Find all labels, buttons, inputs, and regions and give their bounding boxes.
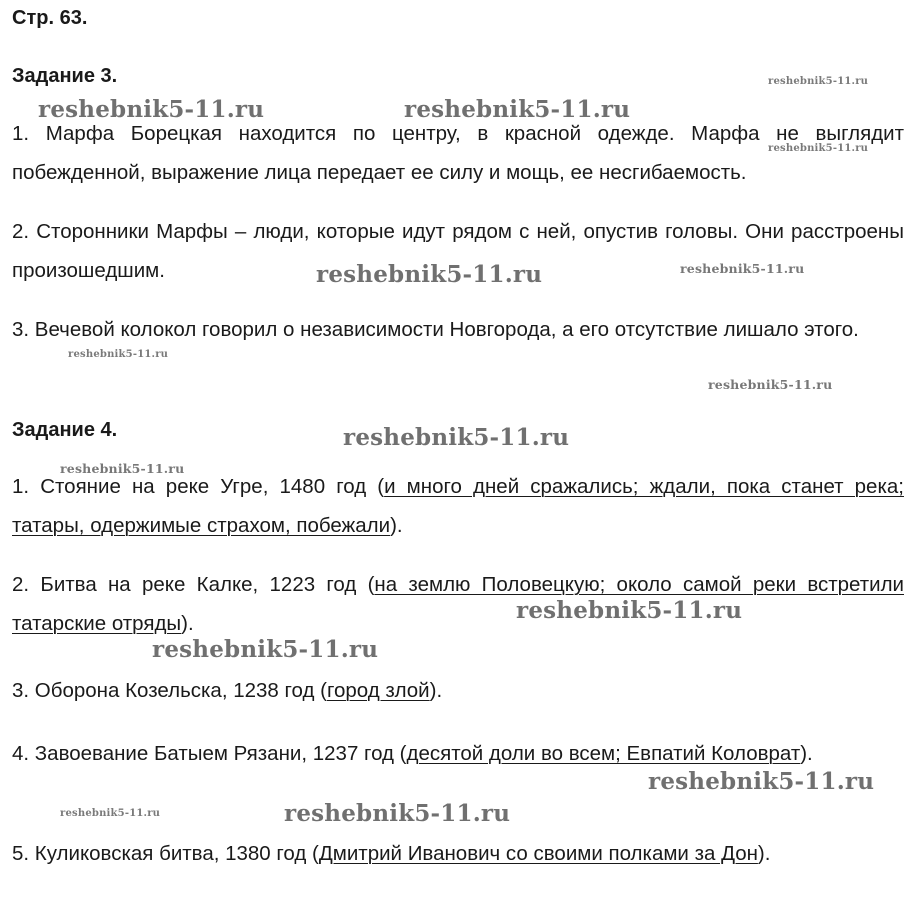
task4-item-1-prefix: 1. Стояние на реке Угре, 1480 год ( bbox=[12, 475, 385, 498]
watermark-stamp: reshebnik5-11.ru bbox=[284, 800, 511, 827]
task4-item-3-suffix: ). bbox=[429, 679, 443, 702]
watermark-stamp: reshebnik5-11.ru bbox=[60, 808, 161, 819]
watermark-stamp: reshebnik5-11.ru bbox=[152, 636, 379, 663]
task4-item-2-quote: на землю Половецкую; около самой реки встретили татарские отряды bbox=[12, 573, 904, 635]
watermark-stamp: reshebnik5-11.ru bbox=[708, 377, 833, 392]
task4-item-5-prefix: 5. Куликовская битва, 1380 год ( bbox=[12, 842, 319, 865]
task3-item-2: 2. Сторонники Марфы – люди, которые идут рядом с ней, опустив головы. Они расстроены произошедшим. bbox=[12, 220, 904, 282]
task4-item-3 bbox=[12, 671, 904, 710]
task4-item-1-quote: и много дней сражались; ждали, пока станет река; татары, одержимые страхом, побежали bbox=[12, 475, 904, 537]
watermark-stamp: reshebnik5-11.ru bbox=[316, 261, 543, 288]
task3-title: Задание 3. bbox=[12, 65, 118, 87]
task4-item-3-prefix: 3. Оборона Козельска, 1238 год ( bbox=[12, 679, 327, 702]
task4-item-2-suffix: ). bbox=[181, 612, 194, 635]
page-header: Стр. 63. bbox=[12, 7, 88, 29]
watermark-stamp: reshebnik5-11.ru bbox=[680, 261, 805, 276]
watermark-stamp: reshebnik5-11.ru bbox=[768, 143, 869, 154]
watermark-stamp: reshebnik5-11.ru bbox=[648, 768, 875, 795]
task4-item-1-suffix: ). bbox=[390, 514, 403, 537]
task4-item-4-quote: десятой доли во всем; Евпатий Коловрат bbox=[406, 742, 801, 765]
watermark-stamp: reshebnik5-11.ru bbox=[516, 597, 743, 624]
task4-title: Задание 4. bbox=[12, 419, 118, 441]
task4-item-4-suffix: ). bbox=[800, 742, 813, 765]
watermark-stamp: reshebnik5-11.ru bbox=[38, 96, 265, 123]
task4-item-5-suffix: ). bbox=[757, 842, 771, 865]
task4-item-2 bbox=[12, 565, 904, 643]
watermark-stamp: reshebnik5-11.ru bbox=[768, 76, 869, 87]
watermark-stamp: reshebnik5-11.ru bbox=[60, 461, 185, 476]
task4-item-3-quote: город злой bbox=[326, 679, 430, 702]
task3-item-1: 1. Марфа Борецкая находится по центру, в красной одежде. Марфа не выглядит побежденной, выражение лица передает ее силу и мощь, ее несгибаемость. bbox=[12, 122, 904, 184]
task4-item-2-prefix: 2. Битва на реке Калке, 1223 год ( bbox=[12, 573, 375, 596]
task4-item-1 bbox=[12, 467, 904, 545]
watermark-stamp: reshebnik5-11.ru bbox=[343, 424, 570, 451]
watermark-stamp: reshebnik5-11.ru bbox=[404, 96, 631, 123]
task4-item-5-quote: Дмитрий Иванович со своими полками за Дон bbox=[318, 842, 758, 865]
watermark-stamp: reshebnik5-11.ru bbox=[68, 349, 169, 360]
task4-item-4-prefix: 4. Завоевание Батыем Рязани, 1237 год ( bbox=[12, 742, 407, 765]
task3-item-3: 3. Вечевой колокол говорил о независимости Новгорода, а его отсутствие лишало этого. bbox=[12, 318, 859, 341]
task4-item-5 bbox=[12, 834, 904, 873]
